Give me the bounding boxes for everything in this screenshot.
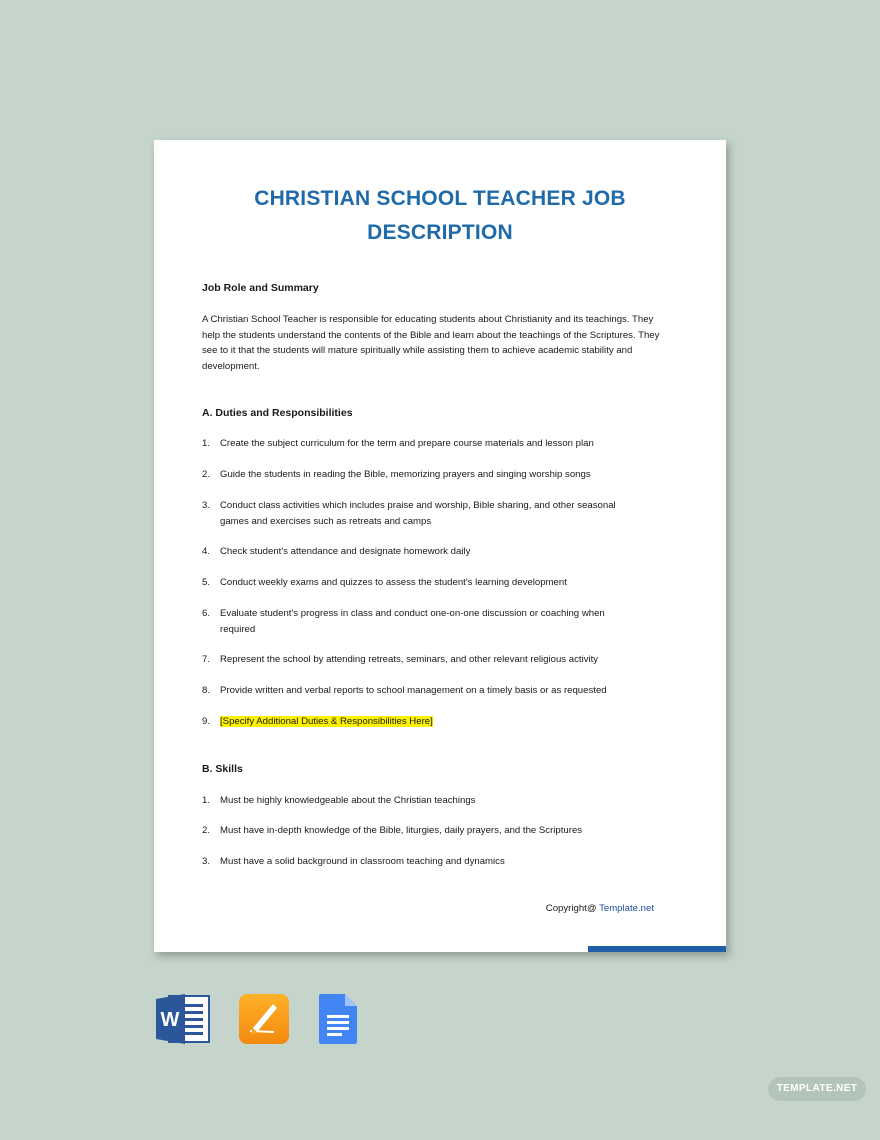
list-text: Check student's attendance and designate homework daily <box>220 546 471 557</box>
duty-item-4 <box>202 544 642 560</box>
list-text: Must be highly knowledgeable about the Christian teachings <box>220 795 476 806</box>
list-text: Conduct class activities which includes praise and worship, Bible sharing, and other seasonal games and exercises such as retreats and camps <box>220 500 616 527</box>
google-docs-icon[interactable] <box>318 993 358 1050</box>
pages-icon[interactable] <box>238 993 290 1050</box>
skill-item-3 <box>202 854 642 870</box>
title-line-2: DESCRIPTION <box>367 221 513 244</box>
duty-item-1 <box>202 436 642 452</box>
duty-item-2 <box>202 467 642 483</box>
template-net-link[interactable]: Template.net <box>599 903 654 914</box>
duty-item-8 <box>202 683 642 699</box>
list-text: Represent the school by attending retreats, seminars, and other relevant religious activity <box>220 654 599 665</box>
duty-item-9 <box>202 714 642 730</box>
placeholder-highlight: [Specify Additional Duties & Responsibilities Here] <box>220 716 433 727</box>
list-text: Evaluate student's progress in class and conduct one-on-one discussion or coaching when required <box>220 608 605 635</box>
skill-item-1 <box>202 793 642 809</box>
list-text: Create the subject curriculum for the term and prepare course materials and lesson plan <box>220 438 594 449</box>
summary-heading: Job Role and Summary <box>202 282 319 294</box>
list-number: 4. <box>202 546 211 557</box>
list-number: 1. <box>202 795 211 806</box>
copyright-prefix: Copyright@ <box>545 903 600 914</box>
copyright-notice <box>546 903 654 914</box>
list-number: 2. <box>202 469 211 480</box>
list-number: 8. <box>202 685 211 696</box>
list-number: 7. <box>202 654 211 665</box>
duty-item-3 <box>202 498 642 529</box>
list-text: Conduct weekly exams and quizzes to assess the student's learning development <box>220 577 567 588</box>
list-number: 9. <box>202 716 211 727</box>
title-line-1: CHRISTIAN SCHOOL TEACHER JOB <box>254 187 626 210</box>
document-title <box>154 182 726 250</box>
list-text: Must have in-depth knowledge of the Bible, liturgies, daily prayers, and the Scriptures <box>220 825 583 836</box>
duty-item-7 <box>202 652 642 668</box>
list-text: Must have a solid background in classroom teaching and dynamics <box>220 856 505 867</box>
list-number: 5. <box>202 577 211 588</box>
accent-bar <box>588 946 726 952</box>
list-number: 2. <box>202 825 211 836</box>
list-number: 3. <box>202 500 211 511</box>
list-number: 6. <box>202 608 211 619</box>
skill-item-2 <box>202 823 642 839</box>
summary-paragraph: A Christian School Teacher is responsible for educating students about Christianity and its teachings. They help the students understand the contents of the Bible and learn about the teachings of the Scriptures. They see to it that the students will mature spiritually while assisting them to achieve academic stability and development. <box>202 314 660 372</box>
svg-text:W: W <box>160 1009 180 1031</box>
list-number: 3. <box>202 856 211 867</box>
list-number: 1. <box>202 438 211 449</box>
list-text: Provide written and verbal reports to school management on a timely basis or as requested <box>220 685 607 696</box>
duties-heading: A. Duties and Responsibilities <box>202 407 353 419</box>
skills-heading: B. Skills <box>202 763 243 775</box>
duty-item-5 <box>202 575 642 591</box>
duty-item-6 <box>202 606 642 637</box>
list-text: Guide the students in reading the Bible, memorizing prayers and singing worship songs <box>220 469 591 480</box>
document-page <box>154 140 726 952</box>
word-icon[interactable] <box>155 993 211 1050</box>
template-net-badge[interactable]: TEMPLATE.NET <box>768 1077 866 1101</box>
